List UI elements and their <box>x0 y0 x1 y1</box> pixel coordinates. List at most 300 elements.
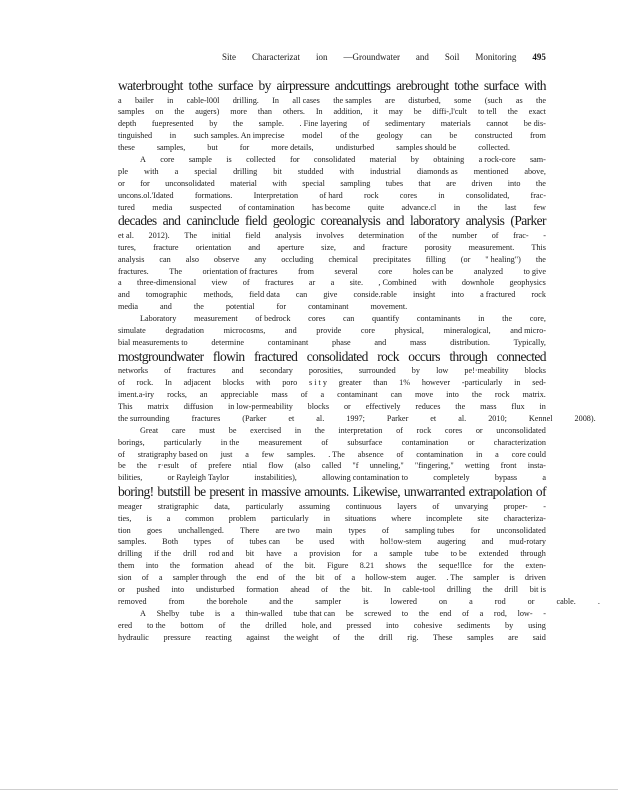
word: assuming <box>299 501 330 511</box>
word: of <box>118 378 125 388</box>
word: for <box>140 178 150 188</box>
text-line <box>118 472 546 484</box>
word: poro <box>282 378 298 388</box>
word: lowered <box>390 596 417 606</box>
word: end <box>439 608 452 618</box>
word: networks <box>118 366 149 376</box>
word: the <box>136 461 147 471</box>
word: of <box>381 525 389 535</box>
page-number: 495 <box>532 52 546 62</box>
word: and <box>284 326 297 336</box>
text-line <box>118 596 600 608</box>
word: than <box>373 378 388 388</box>
word: seque!llce <box>438 561 472 571</box>
word: conside.rable <box>353 290 397 300</box>
text-line <box>118 142 546 154</box>
word: for <box>352 549 362 559</box>
word: the <box>504 561 515 571</box>
word: cannot <box>486 119 509 129</box>
word: holes can be <box>412 266 454 276</box>
word: 2008). <box>574 413 596 423</box>
word: bit. <box>304 561 316 571</box>
word: driven <box>471 178 493 188</box>
word: rocks, <box>167 390 187 400</box>
word: into <box>446 390 459 400</box>
word: involves <box>316 230 344 240</box>
word: " healing") <box>485 254 521 264</box>
word: tubes can <box>249 537 281 547</box>
word: . The <box>446 573 464 583</box>
word: to be <box>450 549 467 559</box>
word: sample. <box>258 119 284 129</box>
word: present <box>209 484 245 500</box>
word: caninclude <box>186 213 239 229</box>
word: of the <box>418 230 438 240</box>
word: suspected <box>189 202 222 212</box>
word: porosity <box>424 242 452 252</box>
word: be <box>193 484 206 500</box>
word: for <box>239 143 250 153</box>
word: ahead <box>234 561 254 571</box>
word: initial <box>211 230 231 240</box>
word: A <box>140 154 146 164</box>
word: by <box>258 78 271 93</box>
word: rod <box>494 596 506 606</box>
word: diffi-,l'cult <box>432 107 468 117</box>
word: have <box>266 549 282 559</box>
word: cohesive <box>413 620 443 630</box>
word: - <box>543 608 546 618</box>
word: et <box>288 413 295 423</box>
word: Parker <box>386 413 409 423</box>
word: several <box>334 266 358 276</box>
word: the <box>482 584 493 594</box>
word: matrix. <box>522 390 546 400</box>
word: coreanalysis <box>320 213 381 229</box>
text-line <box>118 78 546 95</box>
word: to <box>401 608 409 618</box>
word: fractures <box>264 278 294 288</box>
word: drill <box>183 549 197 559</box>
word: is <box>226 154 232 164</box>
word: sampler <box>473 573 500 583</box>
word: of <box>396 449 404 459</box>
word: tubes <box>385 178 404 188</box>
word: samples. <box>118 537 147 547</box>
word: stratigraphic <box>157 501 199 511</box>
word: drilling <box>233 166 258 176</box>
word: them <box>118 561 135 571</box>
text-line <box>118 230 546 242</box>
word: of <box>462 608 469 618</box>
word: in <box>294 425 302 435</box>
word: geophysics <box>509 278 546 288</box>
word: boring! <box>118 484 154 500</box>
word: of <box>321 584 328 594</box>
word: the <box>477 202 488 212</box>
word: with <box>144 166 159 176</box>
word: measurement <box>193 314 238 324</box>
word: the samples <box>333 95 372 105</box>
word: waterbrought <box>118 78 183 93</box>
word: distribution. <box>450 337 490 347</box>
text-line <box>118 572 546 584</box>
word: amounts. <box>304 484 349 500</box>
header-word: ion <box>315 52 328 62</box>
word: media <box>118 302 139 312</box>
word: cores <box>444 425 463 435</box>
word: incomplete <box>426 513 463 523</box>
word: determine <box>211 337 245 347</box>
word: of <box>362 119 370 129</box>
word: bilities, <box>118 473 143 483</box>
word: provide <box>316 326 342 336</box>
word: downhole <box>461 278 495 288</box>
word: into <box>507 178 521 188</box>
word: sample <box>389 549 413 559</box>
word: of <box>242 278 250 288</box>
word: observe <box>213 254 240 264</box>
word: the <box>471 390 482 400</box>
word: cores <box>399 190 418 200</box>
word: with <box>255 378 271 388</box>
word: Typically, <box>513 337 546 347</box>
word: be <box>295 537 304 547</box>
word: Great <box>140 425 159 435</box>
word: samples, <box>156 143 186 153</box>
word: formations. <box>194 190 233 200</box>
word: and <box>386 213 404 229</box>
word: rock <box>494 390 510 400</box>
word: In <box>165 378 172 388</box>
word: In <box>272 95 280 105</box>
word: a <box>351 573 356 583</box>
word: sediments <box>457 620 491 630</box>
word: collected. <box>478 143 510 153</box>
word: samples. <box>286 449 316 459</box>
word: in <box>478 314 485 324</box>
word: ties, <box>118 513 132 523</box>
word: the <box>283 561 294 571</box>
word: methods, <box>203 290 234 300</box>
word: particularly <box>270 513 309 523</box>
word: of <box>321 437 329 447</box>
word: view <box>211 278 228 288</box>
text-line <box>118 413 596 425</box>
word: such samples. An imprecise <box>193 131 285 141</box>
word: physical, <box>394 326 424 336</box>
word: also <box>185 254 199 264</box>
word: if the <box>154 549 172 559</box>
word: pressed <box>346 620 372 630</box>
word: flowin <box>212 348 245 364</box>
word: used <box>319 537 335 547</box>
word: mud-rotary <box>509 537 546 547</box>
word: the <box>455 401 466 411</box>
word: prefere <box>208 461 232 471</box>
word: for <box>470 525 481 535</box>
text-line <box>118 95 546 107</box>
word: and <box>231 366 244 376</box>
word: as <box>515 95 523 105</box>
word: pe!·meability <box>464 366 509 376</box>
text-line <box>118 365 546 377</box>
word: contaminants <box>416 314 461 324</box>
word: surface <box>483 78 519 93</box>
word: has become <box>311 202 351 212</box>
word: (Parker <box>242 413 267 423</box>
word: a <box>118 95 122 105</box>
word: others. <box>282 107 305 117</box>
word: of <box>218 620 226 630</box>
word: into <box>171 584 185 594</box>
text-line <box>118 401 546 413</box>
text-line <box>118 277 546 289</box>
word: diamonds as <box>416 166 458 176</box>
word: by <box>209 119 218 129</box>
word: a <box>118 278 122 288</box>
word: by <box>504 620 514 630</box>
word: orientation <box>195 242 232 252</box>
word: for <box>276 302 287 312</box>
word: ple <box>118 166 129 176</box>
word: of <box>190 461 198 471</box>
word: may <box>388 107 403 117</box>
word: in <box>169 131 177 141</box>
word: bit <box>315 573 325 583</box>
word: flow <box>268 461 284 471</box>
word: data, <box>214 501 230 511</box>
word: s i t y <box>308 378 327 388</box>
word: et al. <box>118 230 134 240</box>
word: problem <box>228 513 257 523</box>
word: drilling <box>446 584 471 594</box>
word: than <box>257 107 273 117</box>
word: Likewise, <box>352 484 401 500</box>
word: material <box>369 154 397 164</box>
word: in <box>514 378 521 388</box>
text-line <box>118 266 546 278</box>
word: a <box>166 513 171 523</box>
word: subsurface <box>347 437 383 447</box>
word: measurement. <box>468 242 515 252</box>
word: of <box>432 501 440 511</box>
word: consolidated <box>313 154 356 164</box>
word: types <box>193 537 212 547</box>
word: be dis- <box>523 119 546 129</box>
word: decades <box>118 213 157 229</box>
word: movement. <box>370 302 408 312</box>
word: These <box>432 632 453 642</box>
word: tothe <box>188 78 213 93</box>
word: field data <box>249 290 280 300</box>
word: formation <box>246 584 279 594</box>
word: of <box>141 573 149 583</box>
word: hole, and <box>301 620 332 630</box>
word: a fractured <box>480 290 516 300</box>
word: unchallenged. <box>178 525 224 535</box>
word: number <box>452 230 478 240</box>
word: a <box>479 608 484 618</box>
word: drill <box>379 632 393 642</box>
word: unconsolidated <box>496 525 546 535</box>
word: occluding <box>281 254 314 264</box>
word: obtaining <box>433 154 465 164</box>
word: removed <box>118 596 147 606</box>
word: these <box>118 143 135 153</box>
word: a rock-core <box>478 154 516 164</box>
text-line <box>118 178 546 190</box>
word: ered <box>118 620 133 630</box>
word: . Fine layering <box>299 119 348 129</box>
text-line <box>118 608 546 620</box>
word: a <box>495 449 499 459</box>
word: Figure <box>326 561 349 571</box>
word: -particularly <box>461 378 503 388</box>
word: sam- <box>529 154 546 164</box>
word: core <box>160 154 175 164</box>
word: thin-walled <box>245 608 283 618</box>
word: aperture <box>277 242 305 252</box>
word: of <box>118 449 125 459</box>
word: geologic <box>272 213 315 229</box>
word: The <box>169 266 182 276</box>
word: consolidated, <box>465 190 510 200</box>
word: of bedrock <box>255 314 291 324</box>
word: types <box>348 525 366 535</box>
word: are <box>446 178 457 188</box>
word: borings, <box>118 437 145 447</box>
word: driven <box>524 573 546 583</box>
word: bial measurements to <box>118 337 188 347</box>
word: few <box>261 449 275 459</box>
word: insta- <box>527 461 546 471</box>
word: rig. <box>407 632 419 642</box>
word: collected <box>246 154 276 164</box>
word: can <box>343 314 355 324</box>
word: orientation of fractures <box>202 266 278 276</box>
word: degradation <box>165 326 205 336</box>
word: be <box>413 107 422 117</box>
word: reduces <box>415 401 441 411</box>
word: . <box>597 596 600 606</box>
text-line <box>118 202 546 214</box>
word: instabilities), <box>254 473 297 483</box>
word: tothe <box>454 78 479 93</box>
word: or <box>527 596 535 606</box>
word: the <box>418 608 429 618</box>
word: tube <box>424 549 439 559</box>
word: exact <box>528 107 546 117</box>
word: into <box>145 561 159 571</box>
word: in <box>453 202 461 212</box>
word: sampler through <box>172 573 227 583</box>
word: a <box>231 608 235 618</box>
word: the <box>507 107 518 117</box>
word: called <box>321 461 342 471</box>
text-line <box>118 536 546 548</box>
word: and the <box>269 596 294 606</box>
text-line <box>118 425 546 437</box>
word: the surrounding <box>118 413 170 423</box>
word: 1% <box>399 378 411 388</box>
word: occurs <box>408 348 440 364</box>
word: (or <box>460 254 471 264</box>
word: or Rayleigh Taylor <box>167 473 230 483</box>
word: to tell <box>477 107 497 117</box>
word: 2010; <box>488 413 507 423</box>
word: the <box>314 425 325 435</box>
page-bottom-rule <box>0 789 618 790</box>
word: hol!ow-stem <box>380 537 422 547</box>
word: , Combined <box>378 278 417 288</box>
word: tinguished <box>118 131 153 141</box>
text-line <box>118 289 546 301</box>
word: fractures <box>187 366 216 376</box>
word: a <box>158 573 163 583</box>
word: augering <box>437 537 466 547</box>
word: or <box>118 178 125 188</box>
word: model <box>302 131 323 141</box>
text-line <box>118 106 546 118</box>
word: is <box>214 608 221 618</box>
word: bit <box>245 549 255 559</box>
word: a <box>373 549 378 559</box>
word: the <box>339 584 350 594</box>
word: cores <box>308 314 326 324</box>
word: contaminant <box>337 390 378 400</box>
word: rock <box>531 290 546 300</box>
word: and <box>353 242 365 252</box>
word: site <box>477 513 489 523</box>
word: contamination <box>401 437 449 447</box>
word: microcosms, <box>223 326 266 336</box>
word: mass <box>271 390 288 400</box>
word: A <box>140 608 146 618</box>
word: core <box>378 266 393 276</box>
word: continuous <box>345 501 382 511</box>
word: said <box>532 632 546 642</box>
word: Laboratory <box>140 314 177 324</box>
word: tured <box>118 202 135 212</box>
word: In <box>383 584 391 594</box>
word: the <box>174 107 185 117</box>
word: provision <box>309 549 341 559</box>
word: core, <box>529 314 546 324</box>
text-line <box>118 548 546 560</box>
word: contaminant <box>267 337 309 347</box>
word: care <box>171 425 186 435</box>
word: al. <box>316 413 325 423</box>
word: the <box>535 254 546 264</box>
word: phase <box>332 337 351 347</box>
text-line <box>118 389 546 401</box>
word: bit <box>273 166 282 176</box>
word: for <box>289 154 300 164</box>
word: There <box>240 525 260 535</box>
word: a <box>330 278 335 288</box>
word: the borehole <box>206 596 248 606</box>
word: is <box>363 596 369 606</box>
text-line <box>118 513 546 525</box>
text-line <box>118 632 546 644</box>
word: can <box>390 390 402 400</box>
word: fracture <box>153 242 179 252</box>
word: in <box>323 513 330 523</box>
word: matrix <box>147 401 169 411</box>
word: to give <box>523 266 546 276</box>
word: pushed <box>136 584 160 594</box>
